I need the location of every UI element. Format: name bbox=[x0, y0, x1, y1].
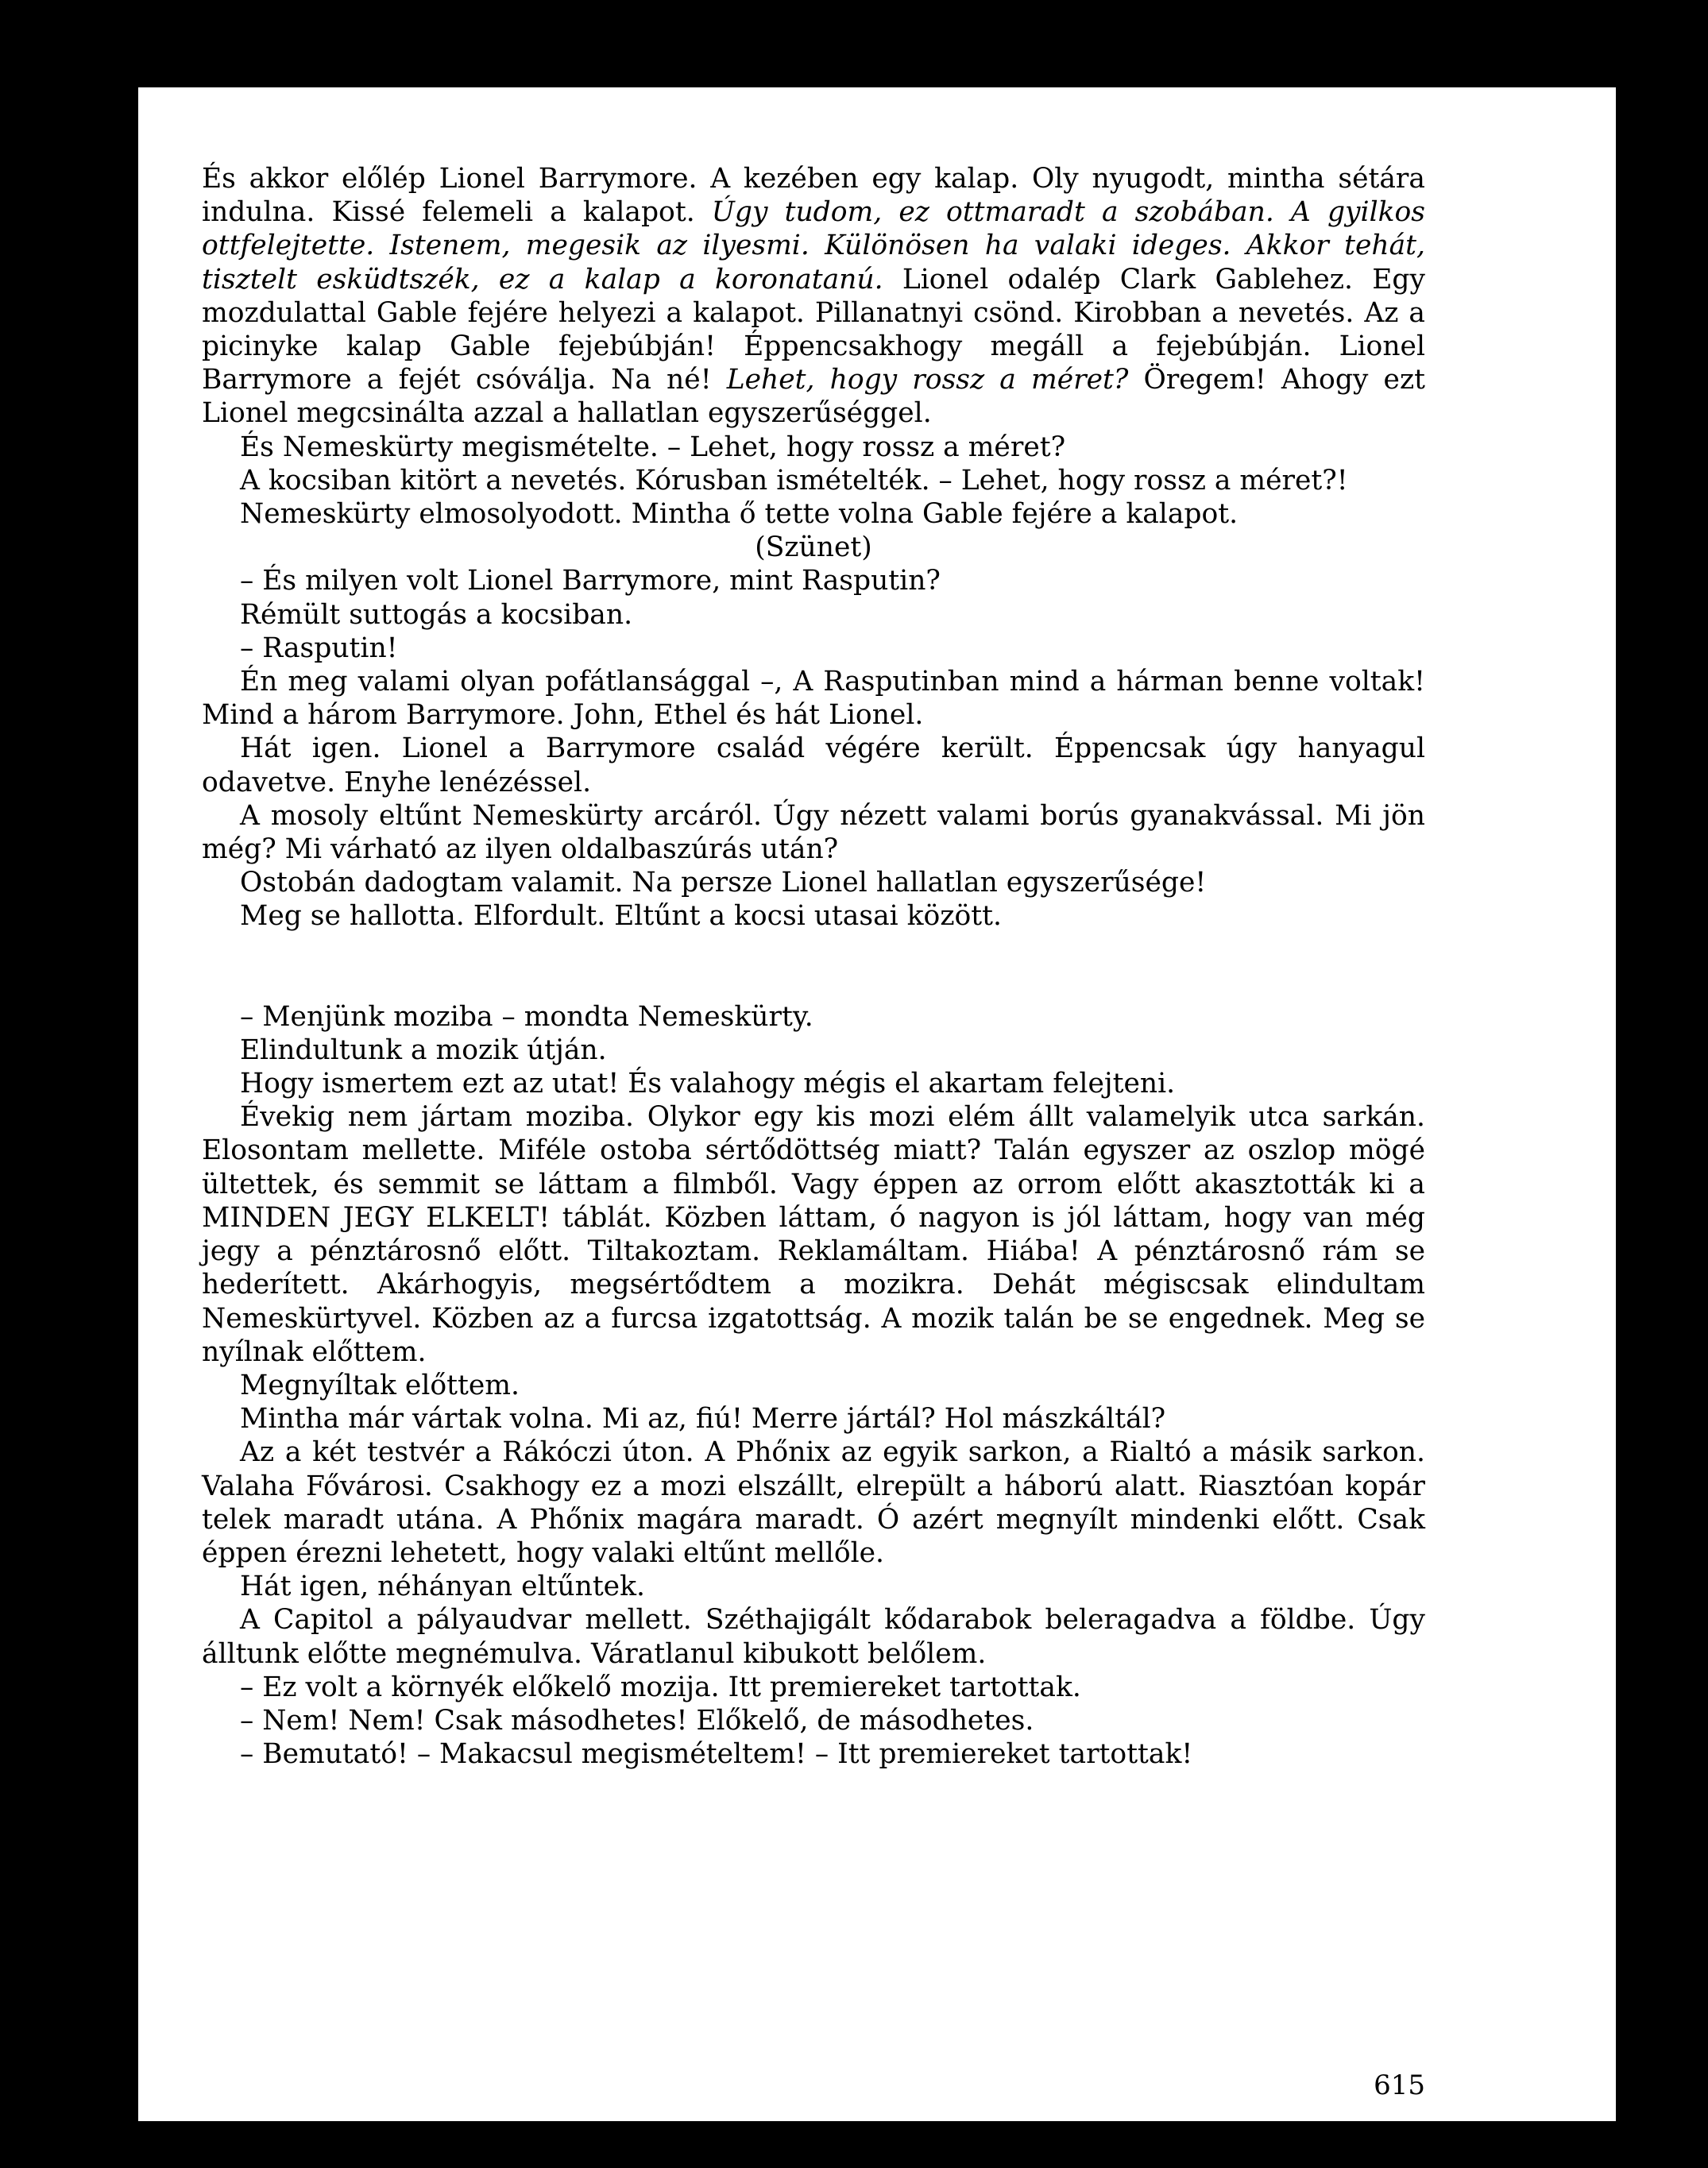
text-run: És akkor előlép Lionel Barrymore. A kezében egy kalap. Oly nyugodt, mintha sétára indulna. Kissé felemeli a kalapot. bbox=[202, 163, 1425, 229]
paragraph: Elindultunk a mozik útján. bbox=[240, 1034, 607, 1066]
italic-text-run: Úgy tudom, ez ottmaradt a szobában. A gyilkos ottfelejtette. Istenem, megesik az ilyesmi. Különösen ha valaki ideges. Akkor tehát, tisztelt esküdtszék, ez a kalap a koronatanú. bbox=[202, 196, 1426, 296]
page-number: 615 bbox=[1374, 2069, 1425, 2101]
paragraph-opening bbox=[202, 162, 1425, 431]
paragraph: A mosoly eltűnt Nemeskürty arcáról. Úgy nézett valami borús gyanakvással. Mi jön még? Mi várható az ilyen oldalbaszúrás után? bbox=[202, 799, 1425, 866]
pause-marker: (Szünet) bbox=[755, 531, 872, 564]
paragraph: – Ez volt a környék előkelő mozija. Itt premiereket tartottak. bbox=[240, 1671, 1081, 1703]
book-page bbox=[138, 87, 1616, 2121]
paragraph: Évekig nem jártam moziba. Olykor egy kis mozi elém állt valamelyik utca sarkán. Elosontam mellette. Miféle ostoba sértődöttség miatt? Talán egyszer az oszlop mögé ültettek, és semmit se láttam a filmből. Vagy éppen az orrom előtt akasztották ki a MINDEN JEGY ELKELT! táblát. Közben láttam, ó nagyon is jól láttam, hogy van még jegy a pénztárosnő előtt. Tiltakoztam. Reklamáltam. Hiába! A pénztárosnő rám se hederített. Akárhogyis, megsértődtem a mozikra. Dehát mégiscsak elindultam Nemeskürtyvel. Közben az a furcsa izgatottság. A mozik talán be se engednek. Meg se nyílnak előttem. bbox=[202, 1101, 1425, 1368]
paragraph: És Nemeskürty megismételte. – Lehet, hogy rossz a méret? bbox=[240, 431, 1066, 463]
paragraph: – Menjünk moziba – mondta Nemeskürty. bbox=[240, 1000, 813, 1033]
paragraph: – És milyen volt Lionel Barrymore, mint Rasputin? bbox=[240, 565, 941, 597]
paragraph: Ostobán dadogtam valamit. Na persze Lionel hallatlan egyszerűsége! bbox=[240, 867, 1207, 899]
paragraph: Meg se hallotta. Elfordult. Eltűnt a kocsi utasai között. bbox=[240, 900, 1002, 933]
paragraph: Nemeskürty elmosolyodott. Mintha ő tette volna Gable fejére a kalapot. bbox=[240, 498, 1238, 531]
paragraph: – Nem! Nem! Csak másodhetes! Előkelő, de másodhetes. bbox=[240, 1704, 1034, 1737]
paragraph: – Bemutató! – Makacsul megismételtem! – Itt premiereket tartottak! bbox=[240, 1738, 1193, 1771]
paragraph: Rémült suttogás a kocsiban. bbox=[240, 598, 633, 631]
paragraph: Megnyíltak előttem. bbox=[240, 1369, 520, 1401]
paragraph: Hát igen. Lionel a Barrymore család végére került. Éppencsak úgy hanyagul odavetve. Enyhe lenézéssel. bbox=[202, 732, 1425, 798]
paragraph: Hogy ismertem ezt az utat! És valahogy mégis el akartam felejteni. bbox=[240, 1068, 1176, 1100]
section-break bbox=[202, 933, 1425, 1000]
text-run: Lionel odalép Clark Gablehez. Egy mozdulattal Gable fejére helyezi a kalapot. Pillanatnyi csönd. Kirobban a nevetés. Az a picinyke kalap Gable fejebúbján! Éppencsakhogy megáll a fejebúbján. Lionel Barrymore a fejét csóválja. Na né! bbox=[202, 263, 1425, 396]
paragraph: Az a két testvér a Rákóczi úton. A Phőnix az egyik sarkon, a Rialtó a másik sarkon. Valaha Fővárosi. Csakhogy ez a mozi elszállt, elrepült a háború alatt. Riasztóan kopár telek maradt utána. A Phőnix magára maradt. Ó azért megnyílt mindenki előtt. Csak éppen érezni lehetett, hogy valaki eltűnt mellőle. bbox=[202, 1436, 1425, 1569]
body-text bbox=[202, 162, 1425, 1771]
paragraph: – Rasputin! bbox=[240, 632, 398, 664]
paragraph: A kocsiban kitört a nevetés. Kórusban ismételték. – Lehet, hogy rossz a méret?! bbox=[240, 464, 1348, 497]
italic-text-run: Lehet, hogy rossz a méret? bbox=[726, 364, 1129, 396]
paragraph: Mintha már vártak volna. Mi az, fiú! Merre jártál? Hol mászkáltál? bbox=[240, 1403, 1166, 1436]
text-run: Öregem! Ahogy ezt Lionel megcsinálta azzal a hallatlan egyszerűséggel. bbox=[202, 364, 1425, 430]
paragraph: Én meg valami olyan pofátlansággal –, A Rasputinban mind a hárman benne voltak! Mind a három Barrymore. John, Ethel és hát Lionel. bbox=[202, 666, 1425, 732]
paragraph: Hát igen, néhányan eltűntek. bbox=[240, 1571, 645, 1603]
paragraph: A Capitol a pályaudvar mellett. Széthajigált kődarabok beleragadva a földbe. Úgy álltunk előtte megnémulva. Váratlanul kibukott belőlem. bbox=[202, 1604, 1425, 1670]
